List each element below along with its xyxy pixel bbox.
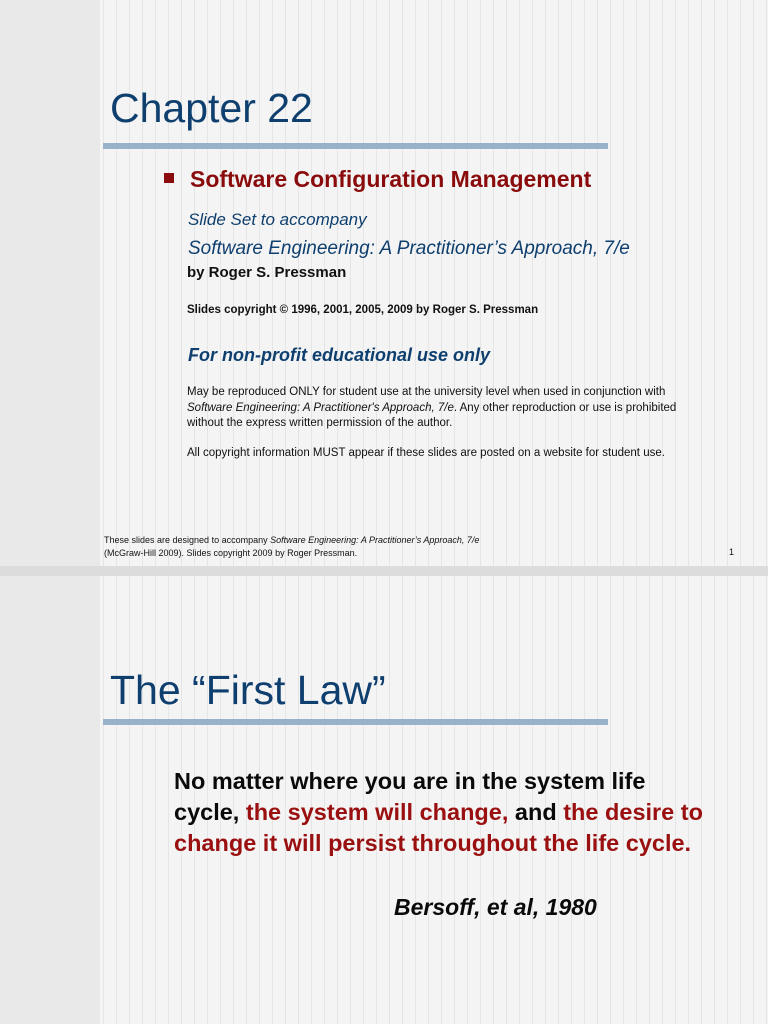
- bullet-heading: Software Configuration Management: [190, 166, 592, 192]
- book-title: Software Engineering: A Practitioner’s Approach, 7/e: [188, 238, 630, 259]
- title-underline: [103, 719, 608, 725]
- reproduction-paragraph: May be reproduced ONLY for student use at the university level when used in conjunction with Software Engineering: A Practitioner's Approach, 7/e. Any other reproduction or use is prohibited without the express written permission of the author.: [187, 386, 677, 429]
- author-line: by Roger S. Pressman: [187, 264, 347, 281]
- slide-set-label: Slide Set to accompany: [188, 210, 367, 229]
- quote-citation: Bersoff, et al, 1980: [394, 894, 597, 920]
- posting-paragraph: All copyright information MUST appear if these slides are posted on a website for student use.: [187, 447, 665, 459]
- title-underline: [103, 143, 608, 149]
- slide-divider: [0, 566, 768, 576]
- square-bullet-icon: [164, 173, 174, 183]
- page-number: 1: [728, 547, 734, 557]
- footer-line-1: These slides are designed to accompany Software Engineering: A Practitioner’s Approach, 7/e: [104, 535, 480, 545]
- nonprofit-notice: For non-profit educational use only: [188, 345, 491, 365]
- slide-title: Chapter 22: [110, 85, 313, 131]
- copyright-line: Slides copyright © 1996, 2001, 2005, 2009 by Roger S. Pressman: [187, 304, 539, 316]
- footer-line-2: (McGraw-Hill 2009). Slides copyright 2009 by Roger Pressman.: [104, 548, 358, 558]
- slide-title: The “First Law”: [110, 667, 386, 713]
- first-law-quote: No matter where you are in the system life cycle, the system will change, and the desire to change it will persist throughout the life cycle.: [174, 768, 703, 856]
- left-margin-band: [0, 0, 100, 1024]
